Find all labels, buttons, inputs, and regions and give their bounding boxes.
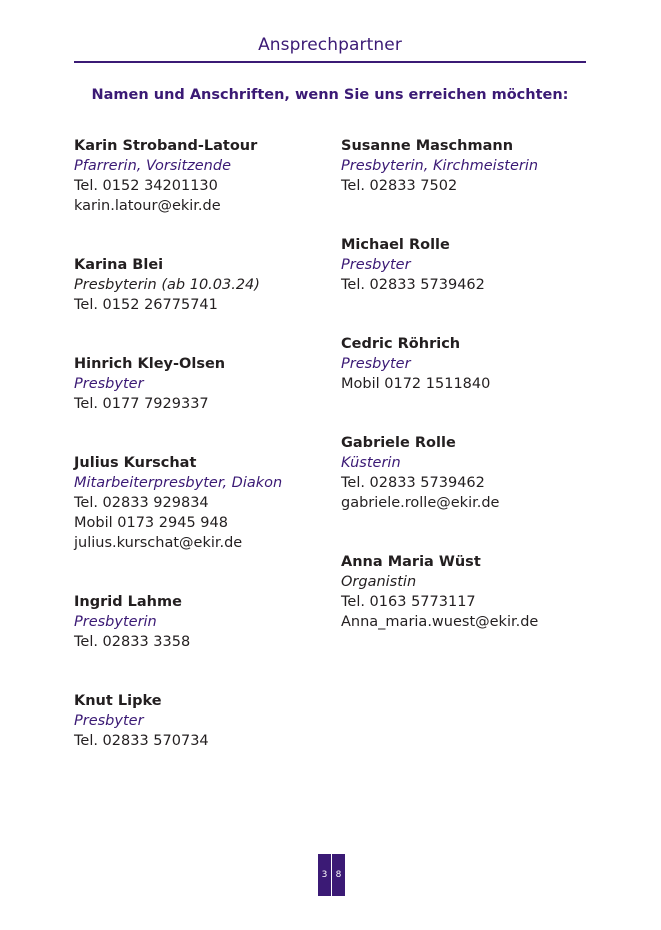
- contact-role: Küsterin: [341, 455, 401, 471]
- contact-card: [74, 691, 282, 751]
- contacts-right-column: [341, 136, 538, 671]
- contact-phone: Tel. 0152 26775741: [74, 297, 218, 313]
- contact-phone: Tel. 02833 3358: [74, 634, 191, 650]
- section-subtitle: Namen und Anschriften, wenn Sie uns erreichen möchten:: [91, 87, 569, 103]
- page-number-digit: 8: [332, 854, 345, 896]
- contact-role: Presbyterin, Kirchmeisterin: [341, 158, 539, 174]
- page-title: Ansprechpartner: [258, 35, 402, 55]
- contact-name: Michael Rolle: [341, 237, 450, 253]
- contact-card: [341, 334, 538, 394]
- contact-card: [341, 552, 538, 632]
- contact-card: [341, 136, 538, 196]
- contact-phone: Tel. 0177 7929337: [74, 396, 209, 412]
- contact-card: [341, 235, 538, 295]
- contact-role: Mitarbeiterpresbyter, Diakon: [74, 475, 283, 491]
- contact-card: [74, 354, 282, 414]
- page-number-badge: [318, 854, 345, 896]
- contact-email[interactable]: Anna_maria.wuest@ekir.de: [341, 614, 539, 630]
- contact-mobile: Mobil 0173 2945 948: [74, 515, 228, 531]
- contact-role: Presbyter: [74, 376, 144, 392]
- contact-mobile: Mobil 0172 1511840: [341, 376, 491, 392]
- contact-name: Karin Stroband-Latour: [74, 138, 258, 154]
- contact-role: Presbyter: [341, 356, 411, 372]
- contact-phone: Tel. 0152 34201130: [74, 178, 218, 194]
- contact-card: [74, 453, 282, 553]
- contact-name: Cedric Röhrich: [341, 336, 461, 352]
- contact-role: Presbyterin: [74, 614, 157, 630]
- contact-card: [74, 592, 282, 652]
- contact-email[interactable]: gabriele.rolle@ekir.de: [341, 495, 500, 511]
- contact-role: Presbyter: [74, 713, 144, 729]
- contact-email[interactable]: julius.kurschat@ekir.de: [74, 535, 243, 551]
- contact-card: [74, 255, 282, 315]
- contact-phone: Tel. 02833 5739462: [341, 475, 485, 491]
- contact-card: [341, 433, 538, 513]
- contact-name: Karina Blei: [74, 257, 164, 273]
- contact-phone: Tel. 0163 5773117: [341, 594, 476, 610]
- contact-phone: Tel. 02833 570734: [74, 733, 209, 749]
- contact-name: Hinrich Kley-Olsen: [74, 356, 226, 372]
- page-number-digit: 3: [318, 854, 331, 896]
- contact-phone: Tel. 02833 7502: [341, 178, 458, 194]
- contact-phone: Tel. 02833 929834: [74, 495, 209, 511]
- header-divider: [74, 61, 586, 63]
- contact-role: Organistin: [341, 574, 417, 590]
- contact-email[interactable]: karin.latour@ekir.de: [74, 198, 221, 214]
- contact-role: Presbyterin (ab 10.03.24): [74, 277, 260, 293]
- contact-name: Knut Lipke: [74, 693, 162, 709]
- contacts-left-column: [74, 136, 282, 790]
- contact-card: [74, 136, 282, 216]
- contact-name: Anna Maria Wüst: [341, 554, 481, 570]
- contact-role: Presbyter: [341, 257, 411, 273]
- contact-phone: Tel. 02833 5739462: [341, 277, 485, 293]
- contact-name: Susanne Maschmann: [341, 138, 514, 154]
- contact-name: Ingrid Lahme: [74, 594, 182, 610]
- contact-role: Pfarrerin, Vorsitzende: [74, 158, 231, 174]
- contact-name: Julius Kurschat: [74, 455, 197, 471]
- contact-name: Gabriele Rolle: [341, 435, 456, 451]
